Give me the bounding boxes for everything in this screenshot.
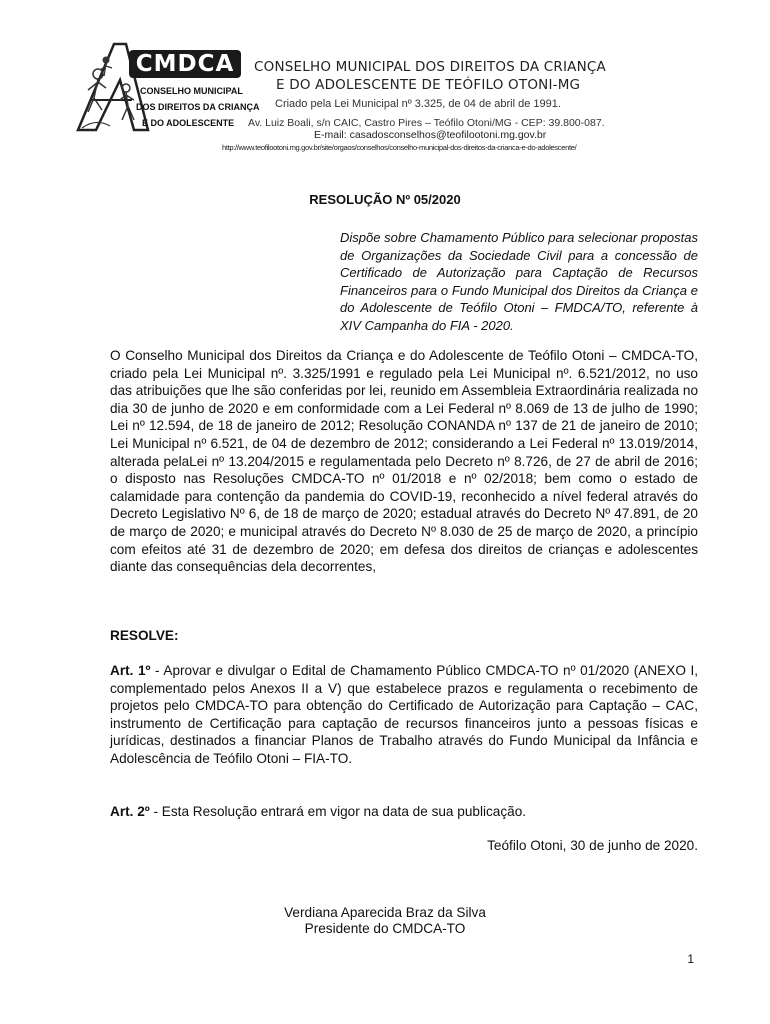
signatory-name: Verdiana Aparecida Braz da Silva	[284, 905, 486, 920]
article-1	[110, 662, 698, 768]
resolution-title: RESOLUÇÃO Nº 05/2020	[309, 192, 461, 207]
council-name-line-2: E DO ADOLESCENTE DE TEÓFILO OTONI-MG	[276, 77, 581, 93]
logo-subtitle-2: DOS DIREITOS DA CRIANÇA	[136, 102, 260, 112]
cmdca-logo	[76, 40, 260, 132]
resolve-heading: RESOLVE:	[110, 628, 179, 643]
logo-wordmark: CMDCA	[129, 50, 241, 78]
signatory-role: Presidente do CMDCA-TO	[304, 921, 466, 936]
council-name-line-1: CONSELHO MUNICIPAL DOS DIREITOS DA CRIANÇA	[254, 59, 606, 75]
creation-law: Criado pela Lei Municipal nº 3.325, de 04 de abril de 1991.	[275, 98, 561, 110]
article-2-label: Art. 2º	[110, 804, 150, 819]
website-url[interactable]: http://www.teofilootoni.mg.gov.br/site/orgaos/conselhos/conselho-municipal-dos-direitos-da-crianca-e-do-adolescente/	[222, 143, 577, 152]
intro-paragraph: O Conselho Municipal dos Direitos da Criança e do Adolescente de Teófilo Otoni – CMDCA-TO, criado pela Lei Municipal nº. 3.325/1991 e regulado pela Lei Municipal nº. 6.521/2012, no uso das atribuições que lhe são conferidas por lei, reunido em Assembleia Extraordinária realizada no dia 30 de junho de 2020 e em conformidade com a Lei Federal nº 8.069 de 13 de julho de 1990; Lei nº 12.594, de 18 de janeiro de 2012; Resolução CONANDA nº 137 de 21 de janeiro de 2010; Lei Municipal nº 6.521, de 04 de dezembro de 2012; considerando a Lei Federal nº 13.019/2014, alterada pelaLei nº 13.204/2015 e regulamentada pelo Decreto nº 8.726, de 27 de abril de 2016; o disposto nas Resoluções CMDCA-TO nº 01/2018 e nº 02/2018; bem como o estado de calamidade para contenção da pandemia do COVID-19, reconhecido a nível federal através do Decreto Legislativo Nº 6, de 18 de março de 2020; estadual através do Decreto Nº 47.891, de 20 de março de 2020; e municipal através do Decreto Nº 8.030 de 25 de março de 2020, a princípio com efeitos até 31 de dezembro de 2020; em defesa dos direitos de crianças e adolescentes diante das consequências dela decorrentes,	[110, 348, 698, 575]
logo-subtitle-3: E DO ADOLESCENTE	[142, 118, 235, 128]
place-and-date: Teófilo Otoni, 30 de junho de 2020.	[487, 838, 698, 853]
article-2-text: - Esta Resolução entrará em vigor na data de sua publicação.	[149, 804, 527, 819]
article-1-text: - Aprovar e divulgar o Edital de Chamamento Público CMDCA-TO nº 01/2020 (ANEXO I, complementado pelos Anexos II a V) que estabelece prazos e regulamenta o recebimento de projetos pelo CMDCA-TO para obtenção do Certificado de Autorização para Captação – CAC, instrumento de Certificação para captação de recursos financeiros junto a pessoas físicas e jurídicas, destinados a financiar Planos de Trabalho através do Fundo Municipal da Infância e Adolescência de Teófilo Otoni – FIA-TO.	[110, 663, 698, 766]
email: E-mail: casadosconselhos@teofilootoni.mg.gov.br	[314, 129, 547, 141]
address: Av. Luiz Boali, s/n CAIC, Castro Pires – Teófilo Otoni/MG - CEP: 39.800-087.	[248, 117, 605, 129]
article-1-label: Art. 1º	[110, 663, 151, 678]
logo-subtitle-1: CONSELHO MUNICIPAL	[140, 86, 243, 96]
page-number: 1	[687, 952, 694, 966]
article-2	[110, 803, 698, 821]
resolution-summary: Dispõe sobre Chamamento Público para selecionar propostas de Organizações da Sociedade Civil para a concessão de Certificado de Autorização para Captação de Recursos Financeiros para o Fundo Municipal dos Direitos da Criança e do Adolescente de Teófilo Otoni – FMDCA/TO, referente à XIV Campanha do FIA - 2020.	[340, 230, 698, 333]
